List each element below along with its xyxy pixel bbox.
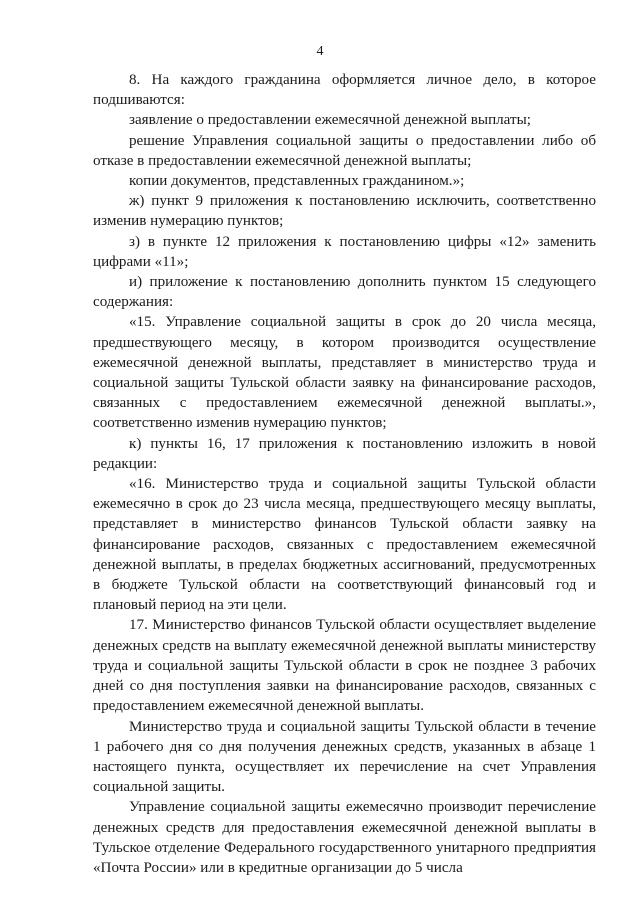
paragraph-item-16: «16. Министерство труда и социальной защиты Тульской области ежемесячно в срок до 23 числа месяца, предшествующего месяцу выплаты, представляет в министерство финансов Тульской области заявку на финансирование расходов, связанных с предоставлением ежемесячной денежной выплаты, в пределах бюджетных ассигнований, предусмотренных в бюджете Тульской области на соответствующий финансовый год и плановый период на эти цели. bbox=[93, 476, 596, 614]
paragraph-item-17: 17. Министерство финансов Тульской области осуществляет выделение денежных средств на выплату ежемесячной денежной выплаты министерству труда и социальной защиты Тульской области в срок не позднее 3 рабочих дней со дня поступления заявки на финансирование расходов, связанных с предоставлением ежемесячной денежной выплаты. bbox=[93, 617, 596, 715]
paragraph-decision: решение Управления социальной защиты о предоставлении либо об отказе в предоставлении ежемесячной денежной выплаты; bbox=[93, 132, 596, 169]
paragraph-z: з) в пункте 12 приложения к постановлению цифры «12» заменить цифрами «11»; bbox=[93, 233, 596, 270]
paragraph-application: заявление о предоставлении ежемесячной денежной выплаты; bbox=[129, 112, 531, 129]
paragraph-item-8: 8. На каждого гражданина оформляется личное дело, в которое подшиваются: bbox=[93, 72, 596, 109]
document-body bbox=[93, 70, 596, 878]
paragraph-i: и) приложение к постановлению дополнить пунктом 15 следующего содержания: bbox=[93, 274, 596, 311]
paragraph-ministry-transfer: Министерство труда и социальной защиты Тульской области в течение 1 рабочего дня со дня получения денежных средств, указанных в абзаце 1 настоящего пункта, осуществляет их перечисление на счет Управления социальной защиты. bbox=[93, 718, 596, 796]
paragraph-copies: копии документов, представленных гражданином.»; bbox=[129, 173, 465, 190]
page-number: 4 bbox=[316, 44, 324, 59]
paragraph-item-15: «15. Управление социальной защиты в срок до 20 числа месяца, предшествующего месяцу, в котором производится осуществление ежемесячной денежной выплаты, представляет в министерство труда и социальной защиты Тульской области заявку на финансирование расходов, связанных с предоставлением ежемесячной денежной выплаты.», соответственно изменив нумерацию пунктов; bbox=[93, 314, 596, 432]
paragraph-k: к) пункты 16, 17 приложения к постановлению изложить в новой редакции: bbox=[93, 435, 596, 472]
paragraph-social-protection-transfer: Управление социальной защиты ежемесячно производит перечисление денежных средств для предоставления ежемесячной денежной выплаты в Тульское отделение Федерального государственного унитарного предприятия «Почта России» или в кредитные организации до 5 числа bbox=[93, 799, 596, 876]
paragraph-zh: ж) пункт 9 приложения к постановлению исключить, соответственно изменив нумерацию пунктов; bbox=[93, 193, 596, 230]
